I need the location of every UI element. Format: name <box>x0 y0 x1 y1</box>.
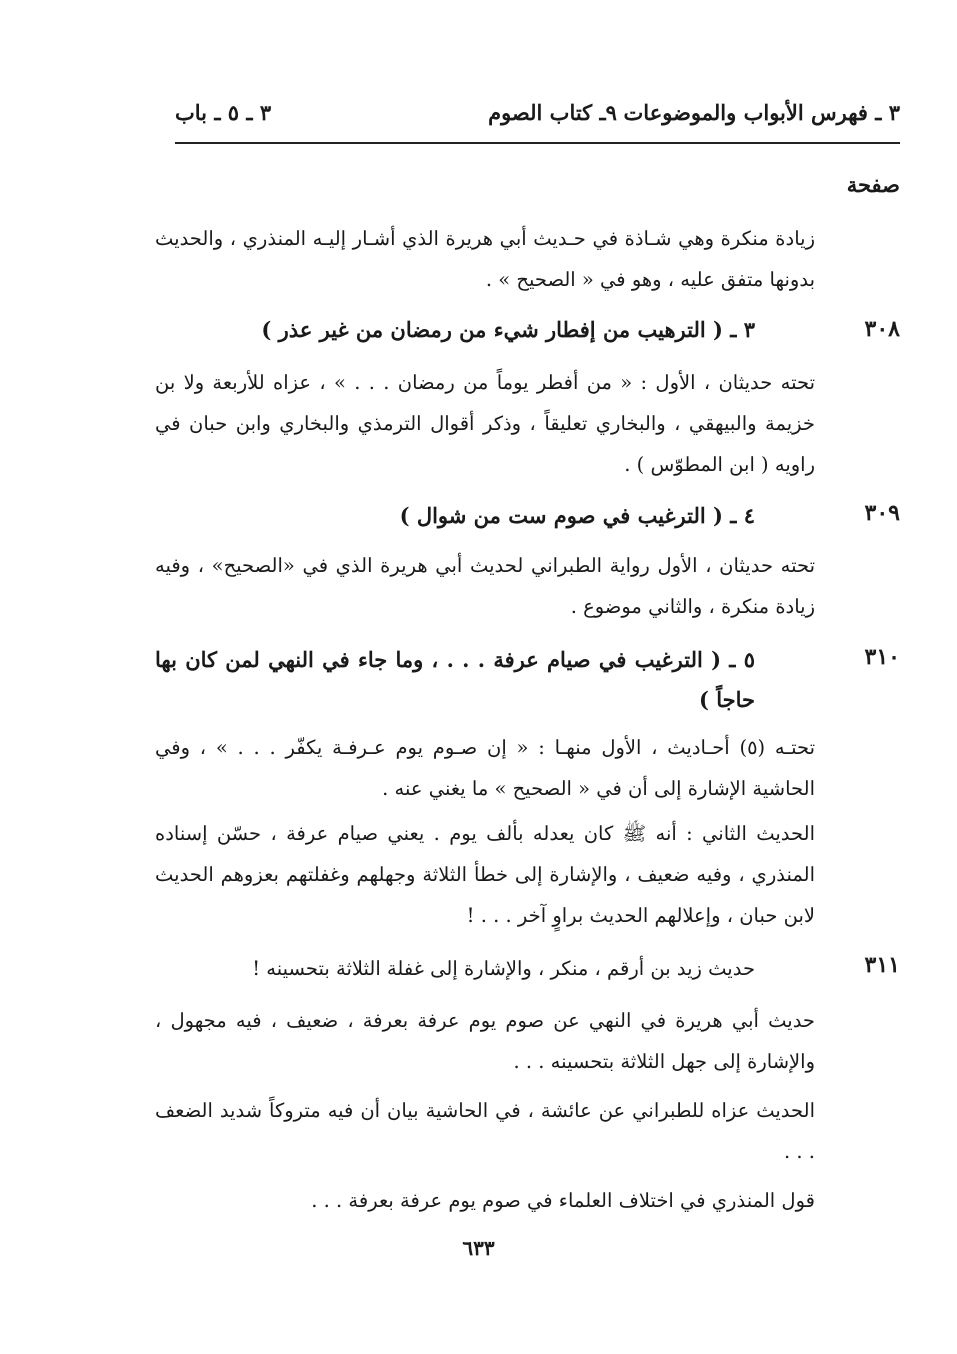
page-column-heading: صفحة <box>846 172 900 197</box>
intro-paragraph: زيادة منكرة وهي شـاذة في حـديث أبي هريرة الذي أشـار إليـه المنذري ، والحديث بدونها متفق عليه ، وهو في « الصحيح » . <box>155 227 815 291</box>
chapter-description: الحديث عزاه للطبراني عن عائشة ، في الحاشية بيان أن فيه متروكاً شديد الضعف . . . <box>155 1099 815 1163</box>
page-number: ٣١١ <box>864 952 900 978</box>
chapter-title: ٤ ـ ( الترغيب في صوم ست من شوال ) <box>399 503 755 528</box>
chapter-description: تحتـه (٥) أحـاديث ، الأول منهـا : « إن صـوم يوم عـرفـة يكفّر . . . » ، وفي الحاشية الإشارة إلى أن في « الصحيح » ما يغني عنه . <box>155 736 815 800</box>
chapter-title: ٣ ـ ( الترهيب من إفطار شيء من رمضان من غير عذر ) <box>261 317 755 342</box>
chapter-description: تحته حديثان ، الأول رواية الطبراني لحديث أبي هريرة الذي في «الصحيح» ، وفيه زيادة منكرة ، والثاني موضوع . <box>155 554 815 618</box>
chapter-title: ٥ ـ ( الترغيب في صيام عرفة . . . ، وما جاء في النهي لمن كان بها حاجاً ) <box>155 647 755 712</box>
page-number: ٣٠٩ <box>864 500 900 526</box>
chapter-description: الحديث الثاني : أنه ﷺ كان يعدله بألف يوم . يعني صيام عرفة ، حسّن إسناده المنذري ، وفيه ضعيف ، والإشارة إلى خطأ الثلاثة وجهلهم وغفلتهم بعزوهم الحديث لابن حبان ، وإعلالهم الحديث براوٍ آخر . . . ! <box>155 822 815 927</box>
page-number: ٣٠٨ <box>864 316 900 342</box>
header-section-title: ٣ ـ فهرس الأبواب والموضوعات <box>623 100 900 125</box>
header-divider <box>175 142 900 144</box>
chapter-description: تحته حديثان ، الأول : « من أفطر يوماً من رمضان . . . » ، عزاه للأربعة ولا بن خزيمة والبيهقي ، والبخاري تعليقاً ، وذكر أقوال الترمذي والبخاري وابن حبان في راويه ( ابن المطوّس ) . <box>155 371 815 476</box>
chapter-description: حديث زيد بن أرقم ، منكر ، والإشارة إلى غفلة الثلاثة بتحسينه ! <box>252 957 755 980</box>
header-chapter-ref: ٣ ـ ٥ ـ باب <box>175 100 272 125</box>
chapter-description: قول المنذري في اختلاف العلماء في صوم يوم عرفة بعرفة . . . <box>311 1189 815 1212</box>
page-footer-number: ٦٣٣ <box>462 1236 495 1260</box>
chapter-description: حديث أبي هريرة في النهي عن صوم يوم عرفة بعرفة ، ضعيف ، فيه مجهول ، والإشارة إلى جهل الثلاثة بتحسينه . . . <box>155 1009 815 1073</box>
running-header <box>175 100 900 140</box>
page-number: ٣١٠ <box>864 644 900 670</box>
header-book-title: ٩ـ كتاب الصوم <box>488 100 617 125</box>
